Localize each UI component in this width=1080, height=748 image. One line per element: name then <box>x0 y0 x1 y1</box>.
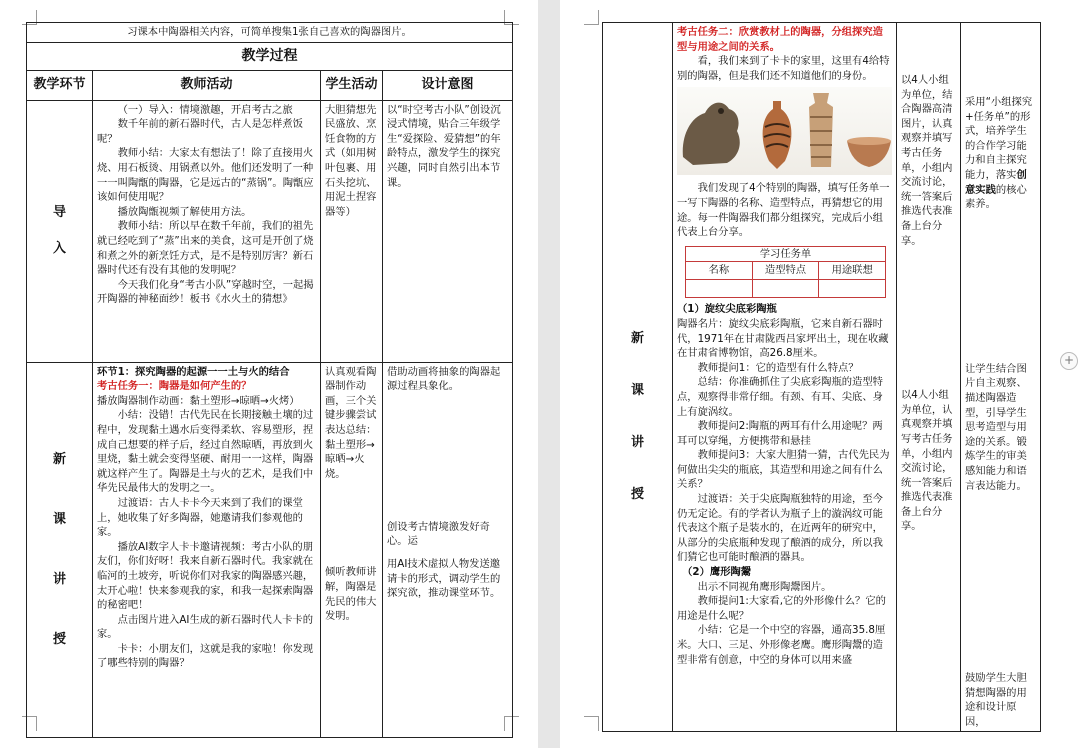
teacher-new: 环节1：探究陶器的起源一一土与火的结合 考古任务一：陶器是如何产生的？ 播放陶器制作动画：黏土塑形→晾晒→火烤） 小结：没错！古代先民在长期接触土壤的过程中，发现黏土遇水后变得柔软、容易塑形，捏成自己想要的样子后，经过自然晾晒，再放到火里烧，黏土就会变得坚硬、耐用一一这样，陶器就这样产生了。陶器是土与火的艺术，是我们中华先民最伟大的发明之一。 过渡语：古人卡卡今天来到了我们的课堂上，她收集了好多陶器，她邀请我们参观他的家。 播放AI数字人卡卡邀请视频：考古小队的朋友们，你们好呀！我来自新石器时代。我家就在临河的土坡旁，听说你们对我家的陶器感兴趣，太开心啦！快来参观我的家，和我一起探索陶器的秘密吧！ 点击图片进入AI生成的新石器时代人卡卡的家。 卡卡：小朋友们，这就是我的家啦！你发现了哪些特别的陶器？ <box>93 362 321 737</box>
task-col-name: 名称 <box>686 262 753 279</box>
lesson-table-left <box>26 22 513 738</box>
lesson-table-right <box>602 22 1041 732</box>
student-new-cont: 以4人小组为单位，结合陶器高清图片，认真观察并填写考古任务单，小组内交流讨论，统一答案后推选代表准备上台分享。 以4人小组为单位，认真观察并填写考古任务单，小组内交流讨论，统一答案后推选代表准备上台分享。 <box>897 23 961 732</box>
add-icon[interactable]: + <box>1060 352 1078 370</box>
student-new: 认真观看陶器制作动画，三个关键步骤尝试表达总结：黏土塑形→晾晒→火烧。 倾听教师讲解，陶器是先民的伟大发明。 <box>321 362 383 737</box>
document-page-right <box>560 0 1080 748</box>
pottery-image <box>677 87 892 175</box>
top-note: 习课本中陶器相关内容，可简单搜集1张自己喜欢的陶器图片。 <box>27 23 513 43</box>
header-stage: 教学环节 <box>27 70 93 100</box>
intent-intro: 以“时空考古小队”创设沉浸式情境，贴合三年级学生“爱探险、爱猜想”的年龄特点，激发学生的探究兴趣，同时自然引出本节课。 <box>383 100 513 362</box>
teacher-new-cont: 考古任务二：欣赏教材上的陶器，分组探究造型与用途之间的关系。 看，我们来到了卡卡的家里，这里有4给特别的陶器，但是我们还不知道他们的身份。 我们发现了4个特别的陶器，填写任务单一一写下陶器的名称、造型特点，再猜想它的用途。每一件陶器我们都分组探究，完成后小组代表上台分享。 学习任务单 名称 造型特点 用途联想 （1）旋纹尖底彩陶瓶 陶器名片：旋纹尖底彩陶瓶，它来自新石器时代，1971年在甘肃陇西吕家坪出土，现在收藏在甘肃省博物馆，高26.8厘米。 教师提问1：它的造型有什么特点？ 总结：你准确抓住了尖底彩陶瓶的造型特点，观察得非常仔细。有颈、有耳、尖底、身上有旋涡纹。 教师提问2:陶瓶的两耳有什么用途呢？两耳可以穿绳，方便携带和悬挂 教师提问3：大家大胆猜一猜，古代先民为何做出尖尖的瓶底，其造型和用途之间有什么关系？ 过渡语：关于尖底陶瓶独特的用途，至今仍无定论。有的学者认为瓶子上的漩涡纹可能代表这个瓶子是装水的，在近两年的研究中，从部分的尖底瓶种发现了酿酒的成分，所以我们猜它也可能时酿酒的器具。 （2）鹰形陶鬶 出示不同视角鹰形陶鬶图片。 教师提问1:大家看,它的外形像什么？它的用途是什么呢？ 小结：它是一个中空的容器，通高35.8厘米。大口、三足、外形像老鹰。鹰形陶鬶的造型非常有创意，中空的身体可以用来盛 <box>673 23 897 732</box>
document-page-left <box>0 0 538 748</box>
pottery-illustration <box>677 87 893 175</box>
intent-new-cont: 采用“小组探究+任务单”的形式，培养学生的合作学习能力和自主探究能力，落实创意实践的核心素养。 让学生结合图片自主观察、描述陶器造型，引导学生思考造型与用途的关系。锻炼学生的审美感知能力和语言表达能力。 鼓励学生大胆猜想陶器的用途和设计原因， <box>961 23 1041 732</box>
task-col-use: 用途联想 <box>831 264 873 277</box>
student-intro: 大胆猜想先民盛放、烹饪食物的方式（如用树叶包裹、用石头挖坑、用泥土捏容器等） <box>321 100 383 362</box>
header-teacher: 教师活动 <box>93 70 321 100</box>
teacher-intro: （一）导入：情境激趣，开启考古之旅 数千年前的新石器时代，古人是怎样煮饭呢？ 教师小结：大家太有想法了！除了直接用火烧、用石板烫、用锅煮以外。他们还发明了一种一一叫陶甑的陶器，它是远古的“蒸锅”。陶甑应该如何使用呢？ 播放陶甑视频了解使用方法。 教师小结：所以早在数千年前，我们的祖先就已经吃到了“蒸”出来的美食，这可是开创了烧和煮之外的新烹饪方式，是不是特别厉害？新石器时代还有没有其他的发明呢？ 今天我们化身“考古小队”穿越时空，一起揭开陶器的神秘面纱！板书《水火土的猜想》 <box>93 100 321 362</box>
stage-new: 新 课 讲 授 <box>27 362 93 737</box>
process-title: 教学过程 <box>27 42 513 70</box>
stage-new-cont: 新 课 讲 授 <box>603 23 673 732</box>
stage-intro: 导 入 <box>27 100 93 362</box>
intent-new: 借助动画将抽象的陶器起源过程具象化。 创设考古情境激发好奇心。运 用AI技术虚拟人物发送邀请卡的形式，调动学生的探究欲，推动课堂环节。 <box>383 362 513 737</box>
header-intent: 设计意图 <box>383 70 513 100</box>
task-sheet <box>685 246 886 299</box>
crop-mark <box>584 10 599 25</box>
task-col-shape: 造型特点 <box>753 262 820 279</box>
crop-mark <box>584 716 599 731</box>
header-student: 学生活动 <box>321 70 383 100</box>
task-sheet-title: 学习任务单 <box>759 247 812 260</box>
